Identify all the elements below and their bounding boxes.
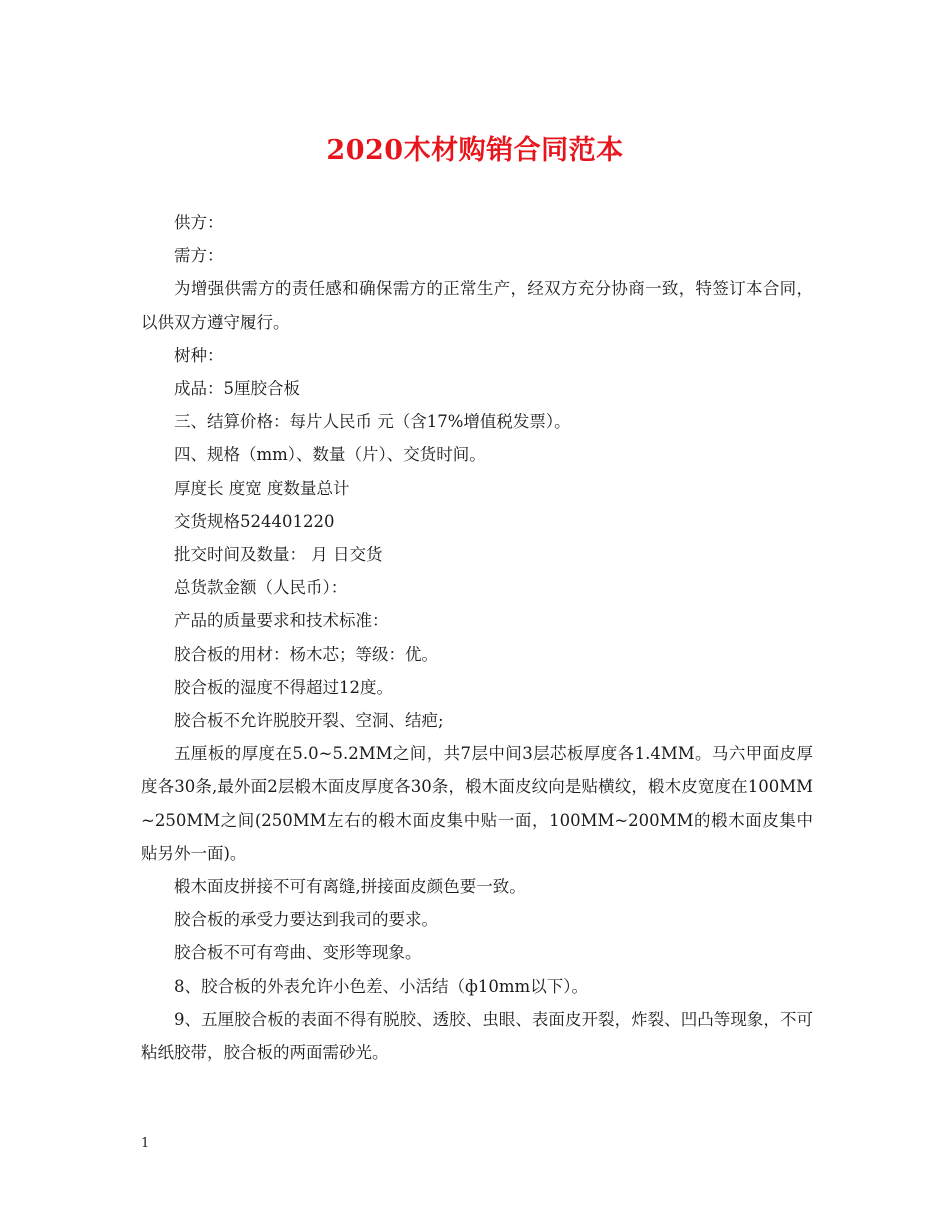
paragraph-supplier: 供方： [174, 213, 224, 232]
paragraph-deformation: 胶合板不可有弯曲、变形等现象。 [174, 943, 422, 963]
paragraph-dimensions: 厚度长 度宽 度数量总计 [174, 478, 350, 498]
paragraph-price: 三、结算价格：每片人民币 元（含17%增值税发票）。 [174, 412, 571, 432]
paragraph-surface-finish: 9、五厘胶合板的表面不得有脱胶、透胶、虫眼、表面皮开裂，炸裂、凹凸等现象，不可粘纸胶带，胶合板的两面需砂光。 [141, 1009, 813, 1063]
paragraph-quality-heading: 产品的质量要求和技术标准： [174, 611, 389, 631]
paragraph-material: 胶合板的用材：杨木芯；等级：优。 [174, 644, 438, 664]
paragraph-splicing: 椴木面皮拼接不可有离缝,拼接面皮颜色要一致。 [174, 877, 526, 897]
paragraph-species: 树种： [174, 345, 224, 365]
paragraph-delivery-time: 批交时间及数量： 月 日交货 [174, 545, 383, 565]
paragraph-product: 成品：5厘胶合板 [174, 379, 300, 399]
paragraph-surface-color: 8、胶合板的外表允许小色差、小活结（ф10mm以下）。 [174, 976, 588, 996]
paragraph-thickness: 五厘板的厚度在5.0~5.2MM之间，共7层中间3层芯板厚度各1.4MM。马六甲面皮厚度各30条,最外面2层椴木面皮厚度各30条，椴木面皮纹向是贴横纹，椴木皮宽度在100MM~250MM之间(250MM左右的椴木面皮集中贴一面，100MM~200MM的椴木面皮集中贴另外一面)。 [141, 744, 813, 863]
paragraph-defects: 胶合板不允许脱胶开裂、空洞、结疤; [174, 711, 444, 731]
paragraph-intro: 为增强供需方的责任感和确保需方的正常生产，经双方充分协商一致，特签订本合同，以供双方遵守履行。 [141, 279, 813, 332]
paragraph-humidity: 胶合板的湿度不得超过12度。 [174, 677, 393, 697]
document-body [141, 206, 813, 1069]
paragraph-load: 胶合板的承受力要达到我司的要求。 [174, 910, 438, 930]
document-title: 2020木材购销合同范本 [326, 135, 624, 166]
paragraph-spec-heading: 四、规格（mm）、数量（片）、交货时间。 [174, 445, 486, 465]
page-number: 1 [141, 1136, 150, 1151]
paragraph-total-amount: 总货款金额（人民币）： [174, 578, 348, 598]
paragraph-buyer: 需方： [174, 246, 224, 266]
paragraph-delivery-spec: 交货规格524401220 [174, 511, 335, 531]
